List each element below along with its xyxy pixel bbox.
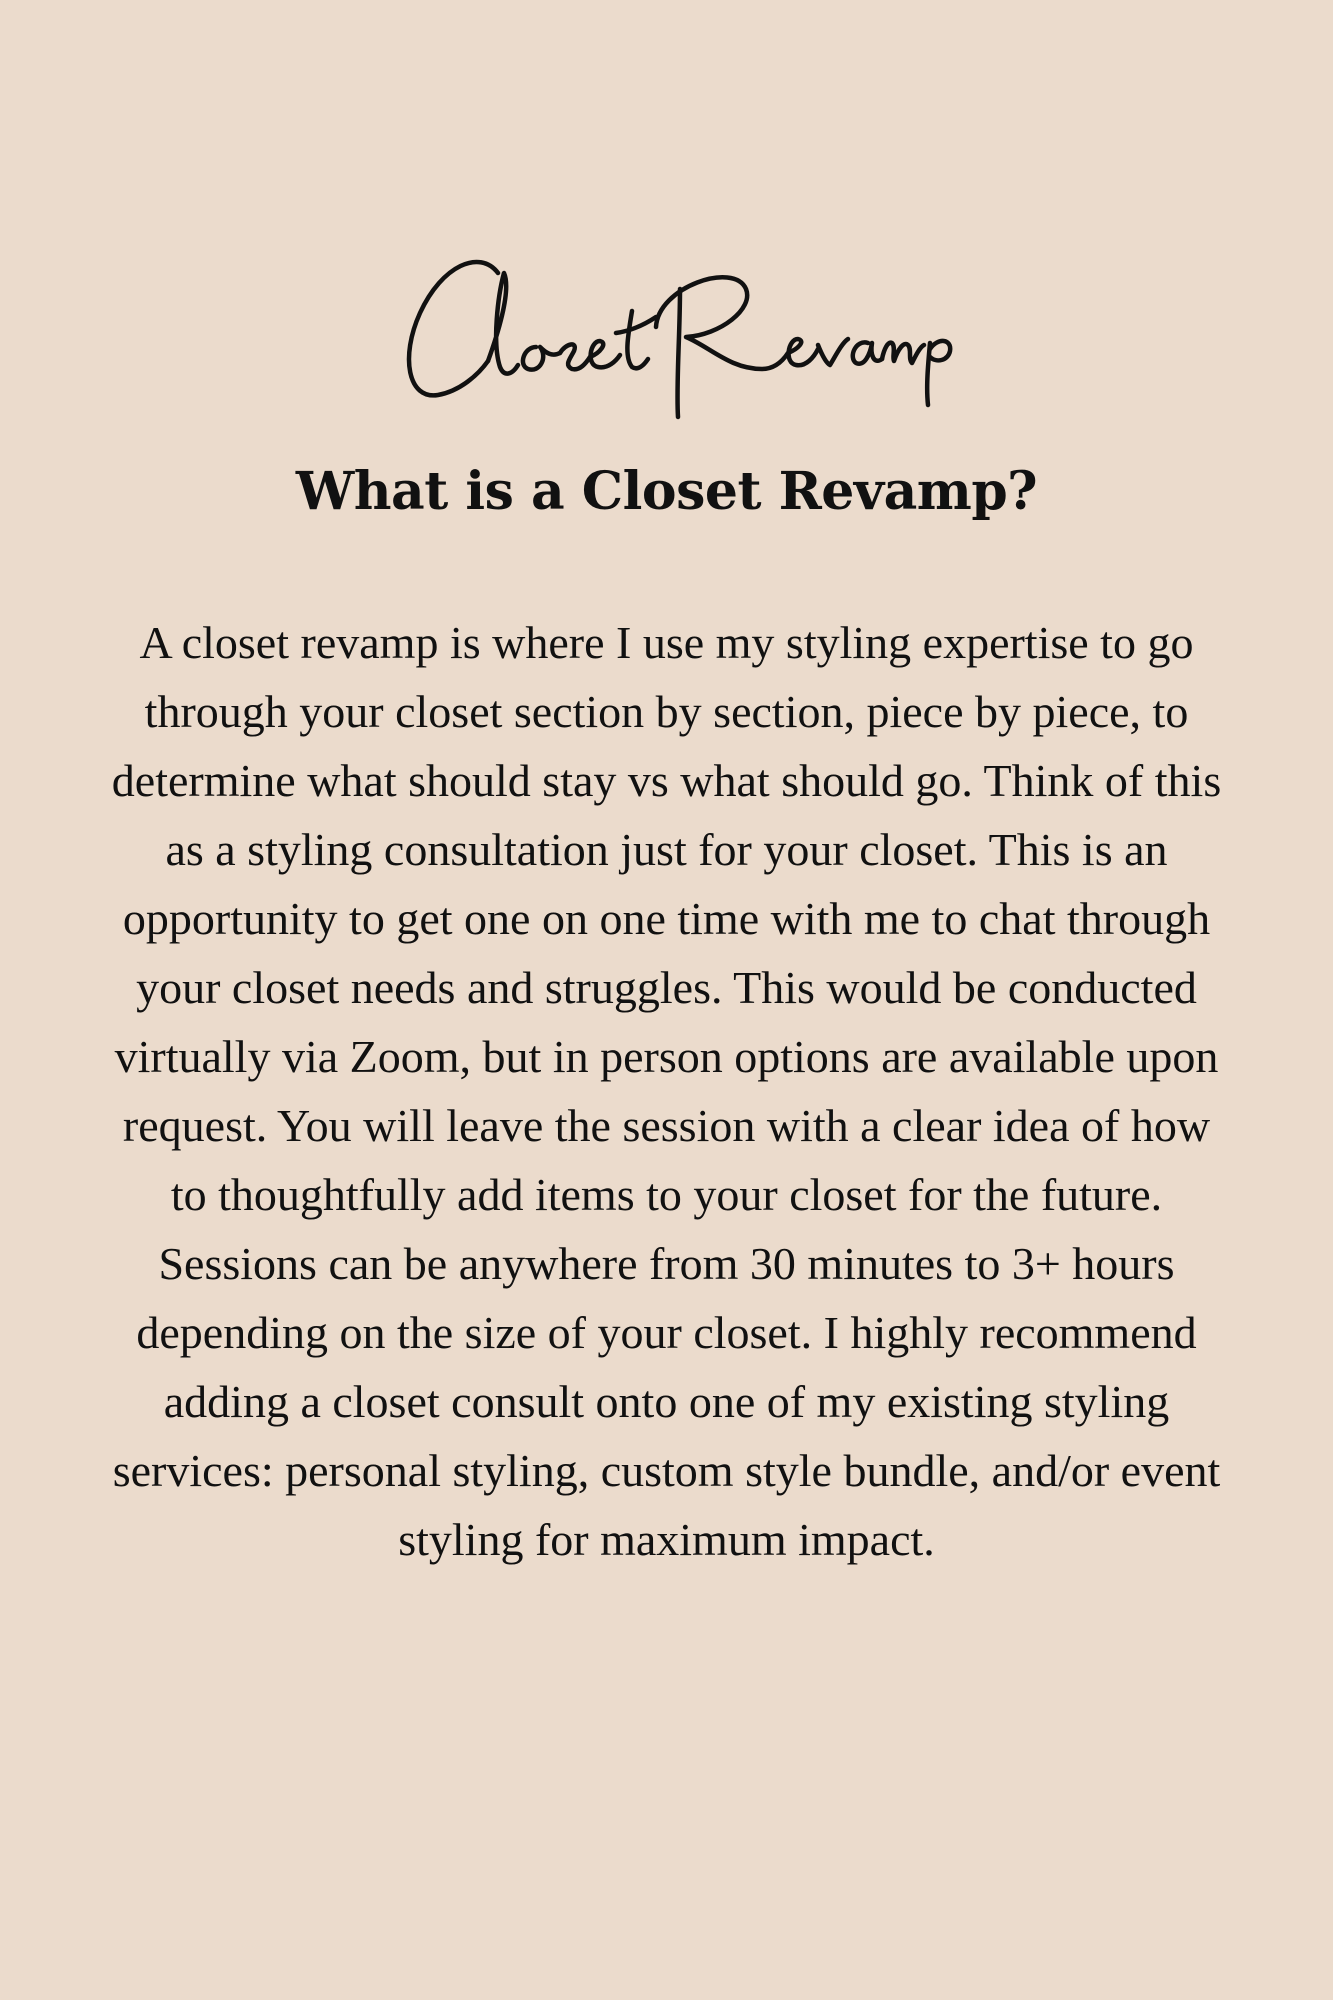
- description-paragraph: A closet revamp is where I use my styling expertise to go through your closet section by section, piece by piece, to determine what should stay vs what should go. Think of this as a styling consultation just for your closet. This is an opportunity to get one on one time with me to chat through your closet needs and struggles. This would be conducted virtually via Zoom, but in person options are available upon request. You will leave the session with a clear idea of how to thoughtfully add items to your closet for the future. Sessions can be anywhere from 30 minutes to 3+ hours depending on the size of your closet. I highly recommend adding a closet consult onto one of my existing styling services: personal styling, custom style bundle, and/or event styling for maximum impact.: [111, 617, 1222, 1565]
- script-title: [380, 235, 960, 435]
- script-title-lettering: [380, 235, 960, 435]
- page-subtitle: What is a Closet Revamp?: [295, 461, 1038, 522]
